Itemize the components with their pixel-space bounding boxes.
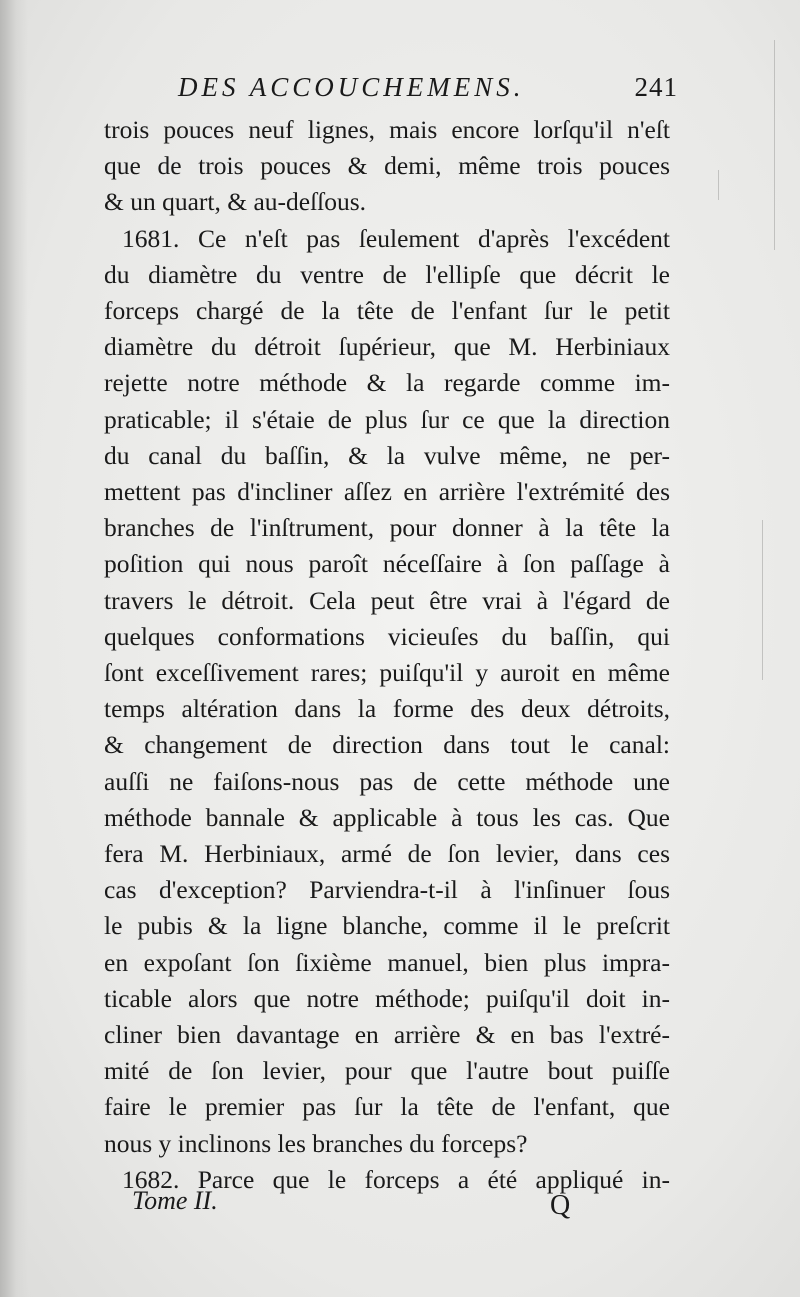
text-line: forceps chargé de la tête de l'enfant ſur le petit: [104, 296, 670, 326]
text-line: cas d'exception? Parviendra-t-il à l'inſinuer ſous: [104, 875, 670, 905]
text-line: du diamètre du ventre de l'ellipſe que décrit le: [104, 259, 670, 289]
body-text: [104, 112, 670, 1198]
running-header: [178, 72, 678, 108]
text-line: travers le détroit. Cela peut être vrai à l'égard de: [104, 585, 670, 615]
text-line: en expoſant ſon ſixième manuel, bien plus impra-: [104, 947, 670, 977]
text-line: 1681. Ce n'eſt pas ſeulement d'après l'excédent: [122, 223, 670, 253]
text-line: & un quart, & au-deſſous.: [104, 187, 367, 217]
text-line: mettent pas d'incliner aſſez en arrière l'extrémité des: [104, 477, 670, 507]
text-line: mité de ſon levier, pour que l'autre bout puiſſe: [104, 1056, 670, 1086]
text-line: le pubis & la ligne blanche, comme il le preſcrit: [104, 911, 670, 941]
volume-label: Tome II.: [132, 1186, 218, 1215]
text-line: poſition qui nous paroît néceſſaire à ſon paſſage à: [104, 549, 670, 579]
text-line: nous y inclinons les branches du forceps?: [104, 1128, 528, 1158]
text-line: praticable; il s'étaie de plus ſur ce que la direction: [104, 404, 670, 434]
text-line: quelques conformations vicieuſes du baſſin, qui: [104, 621, 670, 651]
running-title: DES ACCOUCHEMENS.: [178, 72, 525, 102]
paper-scratch: [774, 40, 775, 250]
text-line: fera M. Herbiniaux, armé de ſon levier, dans ces: [104, 839, 670, 869]
text-line: ticable alors que notre méthode; puiſqu'il doit in-: [104, 983, 670, 1013]
text-line: 1682. Parce que le forceps a été appliqué in-: [122, 1164, 670, 1194]
text-line: trois pouces neuf lignes, mais encore lorſqu'il n'eſt: [104, 115, 670, 144]
text-line: du canal du baſſin, & la vulve même, ne per-: [104, 440, 670, 470]
text-line: ſont exceſſivement rares; puiſqu'il y auroit en même: [104, 658, 670, 688]
text-line: faire le premier pas ſur la tête de l'enfant, que: [104, 1092, 670, 1122]
page-footer: [132, 1186, 592, 1222]
text-line: & changement de direction dans tout le canal:: [104, 730, 670, 760]
text-line: branches de l'inſtrument, pour donner à la tête la: [104, 513, 670, 543]
text-line: rejette notre méthode & la regarde comme im-: [104, 368, 670, 398]
text-line: que de trois pouces & demi, même trois pouces: [104, 151, 670, 181]
text-line: méthode bannale & applicable à tous les cas. Que: [104, 802, 670, 832]
text-line: diamètre du détroit ſupérieur, que M. Herbiniaux: [104, 332, 670, 362]
gutter-shadow: [0, 0, 28, 1297]
page-number: 241: [634, 72, 678, 102]
text-line: cliner bien davantage en arrière & en bas l'extré-: [104, 1020, 670, 1050]
text-line: auſſi ne faiſons-nous pas de cette méthode une: [104, 766, 670, 796]
paper-scratch: [762, 520, 763, 680]
paper-scratch: [718, 170, 719, 200]
text-line: temps altération dans la forme des deux détroits,: [104, 694, 670, 724]
signature-mark: Q: [550, 1190, 571, 1221]
